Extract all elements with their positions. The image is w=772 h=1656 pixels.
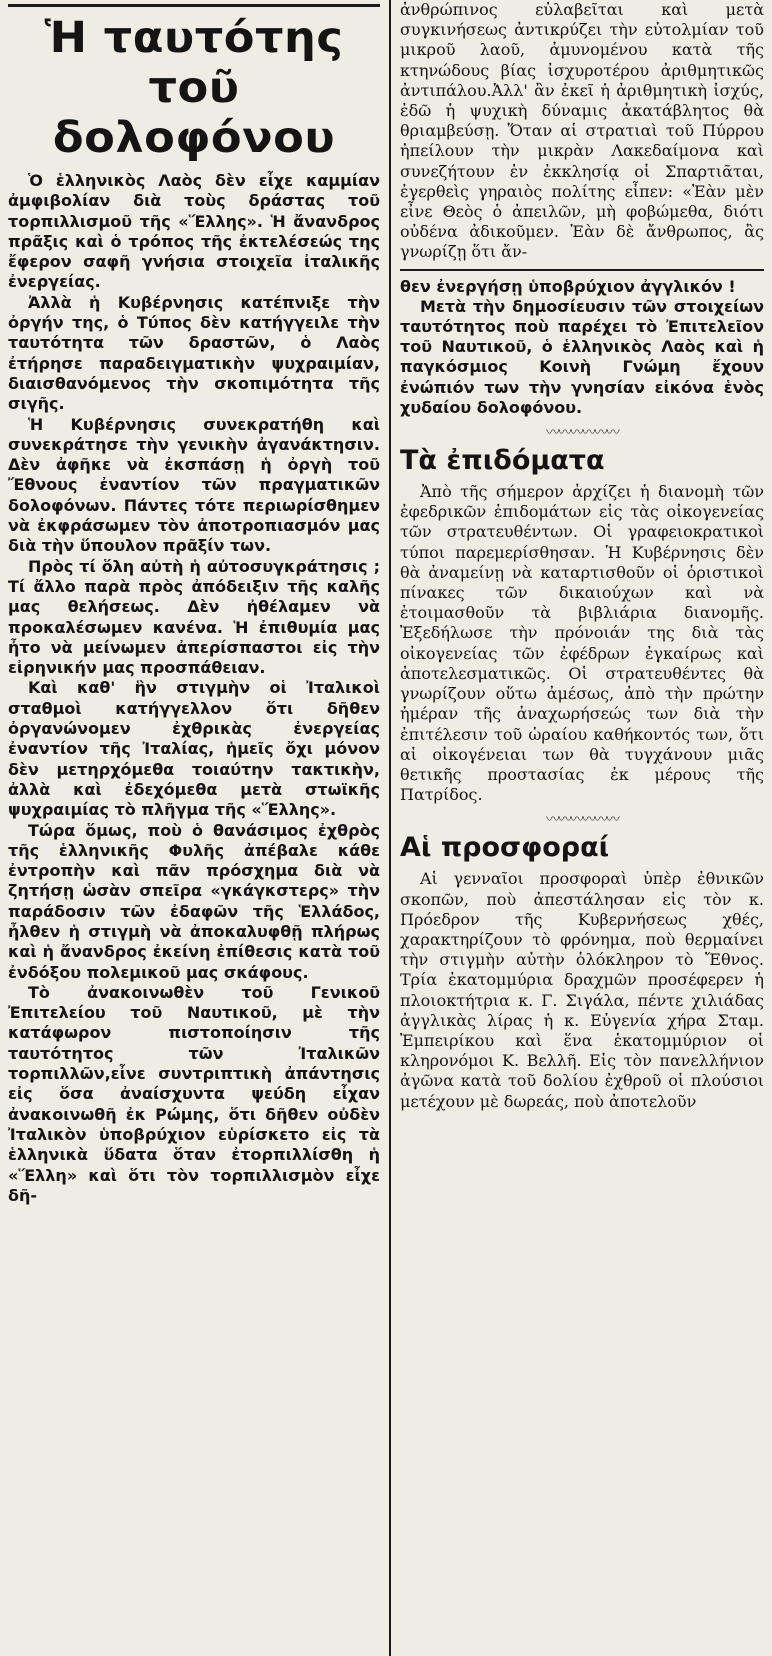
article-continuation-body (400, 0, 764, 263)
article-paragraph: Τὸ ἀνακοινωθὲν τοῦ Γενικοῦ Ἐπιτελείου τοῦ Ναυτικοῦ, μὲ τὴν κατάφωρον πιστοποίησιν τῆς ταυτότητος τῶν Ἰταλικῶν τορπιλλῶν,εἶνε συντριπτικὴ ἀπάντησις εἰς ὅσα ἀναίσχυντα ψεύδη εἶχαν ἀνακοινωθῆ ἐκ Ρώμης, ὅτι δῆθεν οὐδὲν Ἰταλικὸν ὑποβρύχιον εὑρίσκετο εἰς τὰ ἑλληνικὰ ὕδατα ὅταν ἐτορπιλλίσθη ἡ «Ἕλλη» καὶ ὅτι τὸν τορπιλλισμὸν εἶχε δῆ- (8, 982, 380, 1205)
article-paragraph: Μετὰ τὴν δημοσίευσιν τῶν στοιχείων ταυτότητος ποὺ παρέχει τὸ Ἐπιτελεῖον τοῦ Ναυτικοῦ, ὁ ἑλληνικὸς Λαὸς καὶ ἡ παγκόσμιος Κοινὴ Γνώμη ἔχουν ἐνώπιόν των τὴν γνησίαν εἰκόνα ἑνὸς χυδαίου δολοφόνου. (400, 296, 764, 417)
section-rule (400, 269, 764, 271)
headline-offers: Αἱ προσφοραί (400, 832, 610, 864)
column-divider (389, 0, 391, 1656)
article-paragraph: Ἀλλὰ ἡ Κυβέρνησις κατέπνιξε τὴν ὀργήν της, ὁ Τύπος δὲν κατήγγειλε τὴν ταυτότητα τῶν δραστῶν, ὁ Λαὸς ἐτήρησε παραδειγματικὴν ψυχραιμίαν, διαισθανόμενος τὴν σκοπιμότητα τῆς σιγῆς. (8, 292, 380, 414)
ornament-divider: 〰〰〰〰〰〰 (546, 425, 618, 442)
article-paragraph: Τώρα ὅμως, ποὺ ὁ θανάσιμος ἐχθρὸς τῆς ἑλληνικῆς Φυλῆς ἀπέβαλε κάθε ἐντροπὴν καὶ πᾶν πρόσχημα διὰ νὰ ζητήσῃ ὡσὰν σπεῖρα «γκάγκστερς» τὴν παράδοσιν τῶν ἐδαφῶν τῆς Ἑλλάδος, ἦλθεν ἡ στιγμὴ νὰ ἀποκαλυφθῇ πλήρως καὶ ἡ ἄνανδρος ἐκείνη ἐπίθεσις κατὰ τοῦ ἐνδόξου πολεμικοῦ μας σκάφους. (8, 820, 380, 982)
article-main-end-body (400, 277, 764, 418)
left-column (8, 0, 380, 1656)
headline-allowances: Τὰ ἐπιδόματα (400, 445, 605, 477)
right-column (400, 0, 764, 1656)
article-paragraph: Ὁ ἑλληνικὸς Λαὸς δὲν εἶχε καμμίαν ἀμφιβολίαν διὰ τοὺς δράστας τοῦ τορπιλλισμοῦ τῆς «Ἕλλης». Ἡ ἄνανδρος πρᾶξις καὶ ὁ τρόπος τῆς ἐκτελέσεώς της ἔφερον σαφῆ γνήσια στοιχεῖα ἰταλικῆς ἐνεργείας. (8, 171, 380, 292)
article-paragraph: Πρὸς τί ὅλη αὐτὴ ἡ αὐτοσυγκράτησις ; Τί ἄλλο παρὰ πρὸς ἀπόδειξιν τῆς καλῆς μας θελήσεως. Δὲν ἠθέλαμεν νὰ προκαλέσωμεν κανένα. Ἡ ἐπιθυμία μας ἦτο νὰ μείνωμεν ἀπερίσπαστοι εἰς τὴν εἰρηνικήν μας προσπάθειαν. (8, 556, 380, 678)
article-paragraph: ἀνθρώπινος εὐλαβεῖται καὶ μετὰ συγκινήσεως ἀντικρύζει τὴν εὐτολμίαν τοῦ μικροῦ λαοῦ, ἀμυνομένου κατὰ τῆς κτηνώδους βίας ἰσχυροτέρου ἀριθμητικῶς ἀντιπάλου.Ἀλλ' ἂν ἐκεῖ ἡ ἀριθμητικὴ ἰσχύς, ἐδῶ ἡ ψυχικὴ δύναμις ἀκατάβλητος θὰ θριαμβεύσῃ. Ὅταν αἱ στρατιαὶ τοῦ Πύρρου ἠπείλουν τὴν μικρὰν Λακεδαίμονα καὶ συνεζήτουν ἐν ἐκκλησίᾳ οἱ Σπαρτιᾶται, ἐγερθεὶς γηραιὸς πολίτης εἶπεν: «Ἐὰν μὲν εἶνε Θεὸς ὁ ἀπειλῶν, μὴ φοβώμεθα, διότι οὐδένα ἀδικοῦμεν. Ἐὰν δὲ ἄνθρωπος, ἂς γνωρίζῃ ὅτι ἄν- (400, 0, 764, 262)
article-allowances-body (400, 482, 764, 805)
article-offers-body (400, 869, 764, 1111)
article-paragraph: Ἀπὸ τῆς σήμερον ἀρχίζει ἡ διανομὴ τῶν ἐφεδρικῶν ἐπιδομάτων εἰς τὰς οἰκογενείας τῶν στρατευθέντων. Οἱ γραφειοκρατικοὶ τύποι παρεμερίσθησαν. Ἡ Κυβέρνησις δὲν θὰ ἀναμείνῃ νὰ καταρτισθοῦν οἱ ὁριστικοὶ πίνακες τῶν δικαιούχων καὶ νὰ ἑτοιμασθοῦν τὰ βιβλιάρια διανομῆς. Ἐξεδήλωσε τὴν πρόνοιάν της διὰ τὰς οἰκογενείας τῶν ἐφέδρων ἐγκαίρως καὶ ἀποτελεσματικῶς. Οἱ στρατευθέντες θὰ γνωρίζουν οὕτω ἀμέσως, ἀπὸ τὴν πρώτην ἡμέραν τῆς ἀναχωρήσεώς των διὰ τὴν ἐπιτέλεσιν τοῦ ὡραίου καθήκοντός των, ὅτι αἱ οἰκογένειαι των θὰ τυγχάνουν μιᾶς θετικῆς προστασίας ἐκ μέρους τῆς Πατρίδος. (400, 482, 764, 805)
headline-main: Ἡ ταυτότης τοῦ δολοφόνου (44, 13, 344, 163)
article-paragraph: Καὶ καθ' ἣν στιγμὴν οἱ Ἰταλικοὶ σταθμοὶ κατήγγελλον ὅτι δῆθεν ὀργανώνομεν ἐχθρικὰς ἐνεργείας ἐναντίον τῆς Ἰταλίας, ἡμεῖς ὄχι μόνον δὲν μετηρχόμεθα τοιαύτην τακτικὴν, ἀλλὰ καὶ ἐδεχόμεθα μετὰ στωϊκῆς ψυχραιμίας τὸ πλῆγμα τῆς «Ἕλλης». (8, 678, 380, 820)
ornament-divider: 〰〰〰〰〰〰 (546, 812, 618, 829)
article-paragraph: θεν ἐνεργήσῃ ὑποβρύχιον ἀγγλικόν ! (400, 276, 736, 296)
article-paragraph: Αἱ γενναῖοι προσφοραὶ ὑπὲρ ἐθνικῶν σκοπῶν, ποὺ ἀπεστάλησαν εἰς τὸν κ. Πρόεδρον τῆς Κυβερνήσεως χθές, χαρακτηρίζουν τὸ φρόνημα, ποὺ θερμαίνει τὴν στιγμὴν αὐτὴν ὁλόκληρον τὸ Ἔθνος. Τρία ἑκατομμύρια δραχμῶν προσέφερεν ἡ πλοιοκτήτρια κ. Γ. Σιγάλα, πέντε χιλιάδας ἀγγλικὰς λίρας ἡ κ. Εὐγενία χήρα Σταμ. Ἐμπειρίκου καὶ ἕνα ἑκατομμύριον οἱ κληρονόμοι Κ. Βελλῆ. Εἰς τὸν πανελλήνιον ἀγῶνα κατὰ τοῦ δολίου ἐχθροῦ οἱ πλούσιοι μετέχουν μὲ δωρεάς, ποὺ ἀποτελοῦν (400, 869, 764, 1111)
article-paragraph: Ἡ Κυβέρνησις συνεκρατήθη καὶ συνεκράτησε τὴν γενικὴν ἀγανάκτησιν. Δὲν ἀφῆκε νὰ ἐκσπάσῃ ἡ ὀργὴ τοῦ Ἔθνους ἐναντίον τῶν πραγματικῶν δολοφόνων. Πάντες τότε περιωρίσθημεν νὰ ἐκφράσωμεν τὸν ἀποτροπιασμόν μας διὰ τὴν ὕπουλον πρᾶξίν των. (8, 414, 380, 556)
article-main-body (8, 171, 380, 1206)
top-rule (8, 4, 380, 7)
